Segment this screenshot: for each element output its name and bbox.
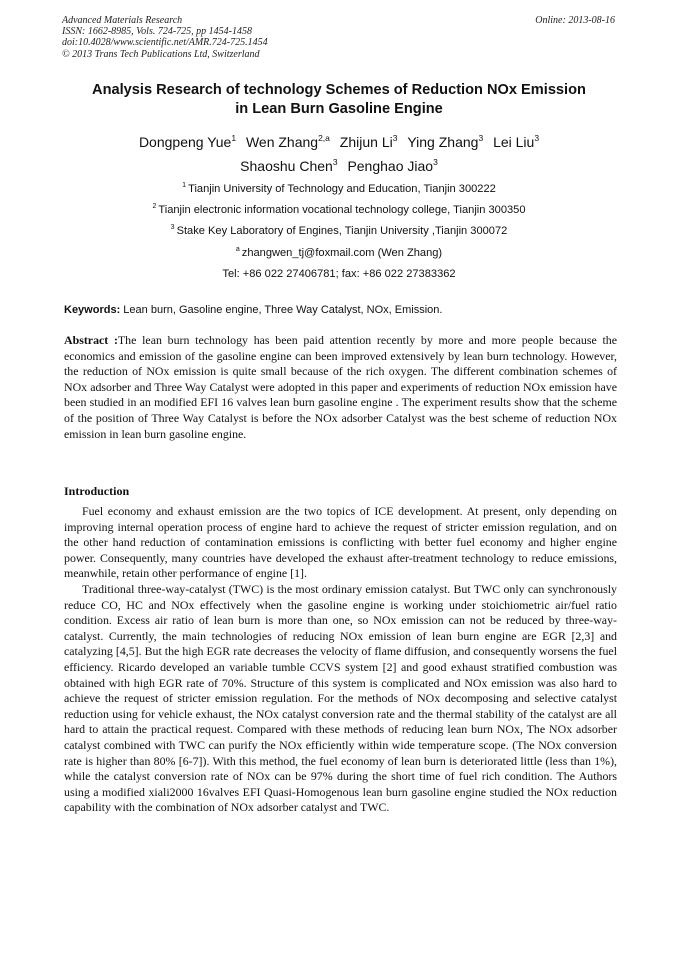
author-sup: 2,a <box>318 133 330 143</box>
journal-name: Advanced Materials Research <box>62 15 183 26</box>
keywords <box>64 304 617 316</box>
author <box>240 158 337 174</box>
author-list <box>40 130 638 178</box>
abstract <box>64 333 617 442</box>
affiliation-sup: 1 <box>182 182 187 189</box>
author-sup: 3 <box>433 157 438 167</box>
author-name: Zhijun Li <box>339 134 393 150</box>
affiliation <box>40 221 638 242</box>
keywords-label: Keywords: <box>64 304 121 316</box>
journal-header <box>62 15 268 60</box>
keywords-text: Lean burn, Gasoline engine, Three Way Catalyst, NOx, Emission. <box>120 304 443 316</box>
introduction-body <box>64 504 617 816</box>
affiliation-sup: 2 <box>152 203 157 211</box>
author-name: Ying Zhang <box>407 134 479 150</box>
title-line-2: in Lean Burn Gasoline Engine <box>235 101 443 117</box>
online-date: Online: 2013-08-16 <box>535 15 615 26</box>
affiliation-sup: a <box>235 245 240 253</box>
affiliation-text: Tianjin University of Technology and Education, Tianjin 300222 <box>188 183 496 195</box>
author-sup: 1 <box>231 133 237 143</box>
author-name: Penghao Jiao <box>347 158 434 174</box>
email-line <box>40 243 638 264</box>
author-sup: 3 <box>332 157 338 167</box>
paper-title <box>40 81 638 119</box>
author-name: Lei Liu <box>493 134 535 150</box>
author-line-1 <box>40 130 638 154</box>
author <box>246 134 330 150</box>
affiliation-text: Tianjin electronic information vocational technology college, Tianjin 300350 <box>158 204 526 217</box>
author <box>407 134 483 150</box>
doi-line[interactable]: doi:10.4028/www.scientific.net/AMR.724-725.1454 <box>62 37 268 49</box>
paragraph: Fuel economy and exhaust emission are the two topics of ICE development. At present, only depending on improving internal operation process of engine hard to achieve the request of stricter emission regulation, and on the other hand reduction of contamination emissions is conflicting with better fuel economy and higher engine power. Consequently, many countries have developed the exhaust after-treatment technology to reduce emissions, meanwhile, retain other performance of engine [1]. <box>64 504 617 581</box>
author <box>139 134 236 150</box>
paragraph: Traditional three-way-catalyst (TWC) is the most ordinary emission catalyst. But TWC only can synchronously reduce CO, HC and NOx effectively when the gasoline engine is working under stoichiometric air/fuel ratio condition. Excess air ratio of lean burn is more than one, so NOx emission can not be reduced by three-way-catalyst. Currently, the main technologies of reducing NOx emission of lean burn engine are EGR [2,3] and catalyzing [4,5]. But the high EGR rate decreases the velocity of flame diffusion, and consequently worsens the fuel efficiency. Ricardo developed an variable tumble CCVS system [2] and good exhaust stratified combustion was obtained with high EGR rate of 70%. Structure of this system is complicated and NOx emission was also hard to achieve the request of stricter emission regulation. For the methods of NOx decomposing and selective catalyst reduction using for vehicle exhaust, the NOx catalyst conversion rate and the thermal stability of the catalyst are all hard to attain the practical request. Compared with these methods of reducing lean burn NOx, The NOx adsorber catalyst combined with TWC can purify the NOx efficiently within wide temperature scope. (The NOx conversion rate is higher than 80% [6-7]). With this method, the fuel economy of lean burn is deteriorated little (less than 1%), while the catalyst conversion rate of NOx can be 97% during the short time of fuel rich condition. The Authors using a modified xiali2000 16valves EFI Quasi-Homogenous lean burn gasoline engine studied the NOx reduction capability with the combination of NOx adsorber catalyst and TWC. <box>64 581 617 815</box>
affiliation <box>40 200 638 221</box>
author-name: Dongpeng Yue <box>138 134 232 150</box>
author-name: Wen Zhang <box>245 134 319 150</box>
affiliation-text: Stake Key Laboratory of Engines, Tianjin University ,Tianjin 300072 <box>176 225 508 238</box>
section-heading: Introduction <box>64 484 130 498</box>
author-sup: 3 <box>392 133 398 143</box>
email-text[interactable]: zhangwen_tj@foxmail.com (Wen Zhang) <box>241 246 443 259</box>
author-line-2 <box>40 154 638 178</box>
affiliation <box>40 179 638 200</box>
contact-line: Tel: +86 022 27406781; fax: +86 022 27383362 <box>222 267 456 280</box>
affiliation-list <box>40 179 638 285</box>
affiliation-sup: 3 <box>170 224 175 232</box>
author-sup: 3 <box>478 133 484 143</box>
author-sup: 3 <box>534 133 540 143</box>
author <box>347 158 437 174</box>
author-name: Shaoshu Chen <box>240 158 333 174</box>
author <box>340 134 398 150</box>
abstract-text: The lean burn technology has been paid attention recently by more and more people because the economics and emission of the gasoline engine can been improved extensively by lean burn technology. However, the reduction of NOx emission is quite small because of the rich oxygen. The different combination schemes of NOx adsorber and Three Way Catalyst were adopted in this paper and experiments of reduction NOx emission have been studied in an modified EFI 16 valves lean burn gasoline engine . The experiment results show that the scheme of the position of Three Way Catalyst is before the NOx adsorber Catalyst was the best scheme of reduction NOx emission in lean burn gasoline engine. <box>64 333 617 441</box>
copyright-line: © 2013 Trans Tech Publications Ltd, Switzerland <box>62 48 260 60</box>
title-line-1: Analysis Research of technology Schemes of Reduction NOx Emission <box>92 82 586 98</box>
issn-line: ISSN: 1662-8985, Vols. 724-725, pp 1454-1458 <box>62 26 252 38</box>
abstract-label: Abstract : <box>64 333 118 347</box>
author <box>493 134 539 150</box>
